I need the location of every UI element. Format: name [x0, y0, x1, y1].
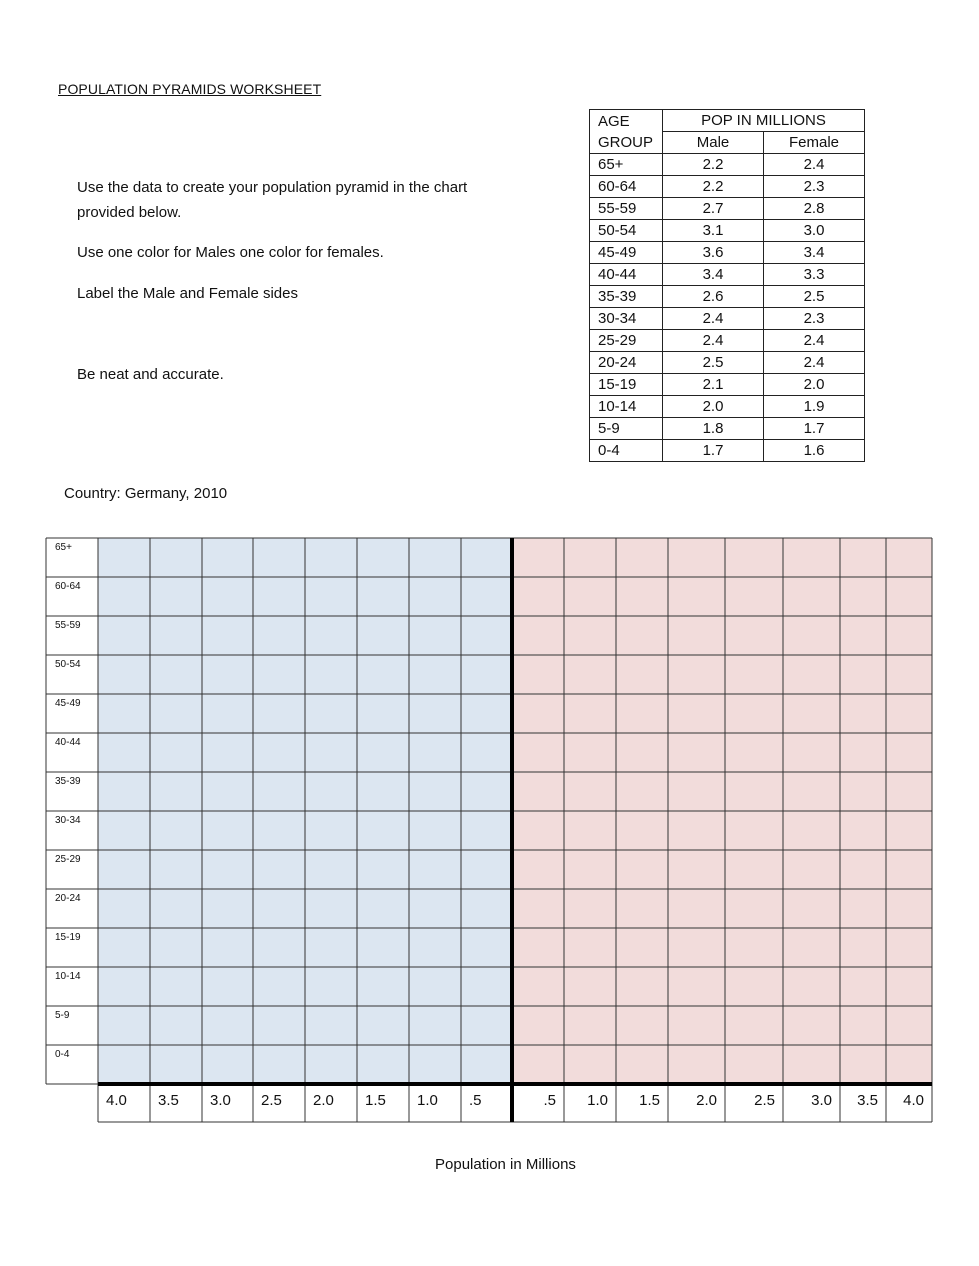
table-cell-male: 2.7 [663, 198, 764, 220]
table-cell-female: 3.0 [764, 220, 865, 242]
table-cell-age: 65+ [590, 154, 663, 176]
female-tick-label: 1.0 [587, 1092, 608, 1109]
table-cell-female: 2.8 [764, 198, 865, 220]
table-cell-female: 2.3 [764, 176, 865, 198]
table-cell-female: 2.5 [764, 286, 865, 308]
male-tick-label: 3.5 [158, 1092, 179, 1109]
age-group-label: 0-4 [55, 1049, 70, 1060]
table-cell-male: 3.4 [663, 264, 764, 286]
male-tick-label: 1.0 [417, 1092, 438, 1109]
age-group-label: 40-44 [55, 737, 81, 748]
male-tick-label: 4.0 [106, 1092, 127, 1109]
table-cell-male: 2.2 [663, 176, 764, 198]
pop-in-millions-header: POP IN MILLIONS [663, 110, 865, 132]
country-label: Country: Germany, 2010 [64, 485, 228, 502]
male-tick-label: 2.5 [261, 1092, 282, 1109]
female-tick-label: 3.0 [811, 1092, 832, 1109]
age-group-label: 10-14 [55, 971, 81, 982]
table-cell-female: 3.4 [764, 242, 865, 264]
male-tick-label: .5 [469, 1092, 482, 1109]
table-cell-female: 1.9 [764, 396, 865, 418]
table-cell-male: 2.1 [663, 374, 764, 396]
table-cell-age: 20-24 [590, 352, 663, 374]
age-group-label: 30-34 [55, 815, 81, 826]
table-cell-male: 2.2 [663, 154, 764, 176]
age-group-label: 45-49 [55, 698, 81, 709]
instruction-3: Label the Male and Female sides [77, 285, 298, 302]
female-tick-label: 1.5 [639, 1092, 660, 1109]
female-tick-label: 3.5 [857, 1092, 878, 1109]
table-cell-age: 10-14 [590, 396, 663, 418]
table-cell-male: 3.6 [663, 242, 764, 264]
table-cell-female: 2.4 [764, 330, 865, 352]
table-cell-male: 1.8 [663, 418, 764, 440]
table-cell-age: 45-49 [590, 242, 663, 264]
table-cell-age: 30-34 [590, 308, 663, 330]
age-group-label: 55-59 [55, 620, 81, 631]
table-cell-male: 2.0 [663, 396, 764, 418]
age-group-label: 25-29 [55, 854, 81, 865]
age-group-label: 15-19 [55, 932, 81, 943]
table-cell-female: 2.4 [764, 154, 865, 176]
age-group-label: 35-39 [55, 776, 81, 787]
age-group-header: AGE GROUP [590, 110, 663, 154]
female-tick-label: 2.0 [696, 1092, 717, 1109]
table-cell-age: 25-29 [590, 330, 663, 352]
instruction-4: Be neat and accurate. [77, 366, 224, 383]
age-group-label: 20-24 [55, 893, 81, 904]
female-header: Female [764, 132, 865, 154]
table-cell-male: 2.6 [663, 286, 764, 308]
female-tick-label: 2.5 [754, 1092, 775, 1109]
instruction-1: Use the data to create your population pyramid in the chart provided below. [77, 179, 468, 221]
table-cell-female: 3.3 [764, 264, 865, 286]
table-cell-age: 55-59 [590, 198, 663, 220]
male-tick-label: 1.5 [365, 1092, 386, 1109]
x-axis-label: Population in Millions [435, 1156, 576, 1173]
age-group-label: 5-9 [55, 1010, 70, 1021]
table-cell-female: 2.4 [764, 352, 865, 374]
age-group-label: 50-54 [55, 659, 81, 670]
table-cell-age: 60-64 [590, 176, 663, 198]
age-group-label: 65+ [55, 542, 72, 553]
male-tick-label: 3.0 [210, 1092, 231, 1109]
table-cell-age: 0-4 [590, 440, 663, 462]
female-tick-label: .5 [543, 1092, 556, 1109]
table-cell-female: 2.3 [764, 308, 865, 330]
table-cell-male: 3.1 [663, 220, 764, 242]
table-cell-age: 15-19 [590, 374, 663, 396]
male-tick-label: 2.0 [313, 1092, 334, 1109]
female-tick-label: 4.0 [903, 1092, 924, 1109]
instruction-2: Use one color for Males one color for females. [77, 244, 384, 261]
table-cell-female: 2.0 [764, 374, 865, 396]
male-header: Male [663, 132, 764, 154]
table-cell-male: 1.7 [663, 440, 764, 462]
table-cell-age: 40-44 [590, 264, 663, 286]
table-cell-male: 2.4 [663, 308, 764, 330]
table-cell-age: 5-9 [590, 418, 663, 440]
table-cell-male: 2.4 [663, 330, 764, 352]
table-cell-age: 35-39 [590, 286, 663, 308]
worksheet-title: POPULATION PYRAMIDS WORKSHEET [58, 81, 322, 97]
table-cell-male: 2.5 [663, 352, 764, 374]
table-cell-female: 1.7 [764, 418, 865, 440]
table-cell-female: 1.6 [764, 440, 865, 462]
age-group-label: 60-64 [55, 581, 81, 592]
table-cell-age: 50-54 [590, 220, 663, 242]
